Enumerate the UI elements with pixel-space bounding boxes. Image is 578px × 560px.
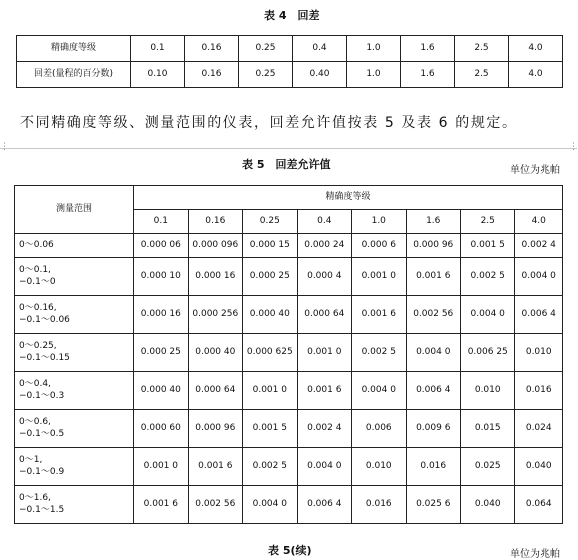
table5-value-cell: 0.000 24 (297, 234, 351, 258)
table5-range-line: 0～0.25, (19, 341, 57, 352)
table5-value-cell: 0.000 06 (134, 234, 188, 258)
table5-row (15, 486, 563, 524)
table5-row (15, 234, 563, 258)
table5-value-cell: 0.001 6 (352, 296, 406, 334)
page-break-line (0, 148, 577, 149)
table5-header-group: 精确度等级 (134, 186, 563, 210)
table5-value-cell: 0.001 0 (243, 372, 297, 410)
table5-range-cell (15, 334, 134, 372)
table5-class-header: 0.4 (297, 210, 351, 234)
table5-range-line: 0～0.6, (19, 417, 51, 428)
table5-range-line: −0.1～0.06 (19, 314, 70, 325)
table4-caption: 表 4 回差 (264, 9, 320, 22)
table5-range-line: −0.1～0.9 (19, 466, 65, 477)
table4-row-label: 回差(量程的百分数) (17, 62, 131, 88)
table5-value-cell: 0.004 0 (515, 258, 563, 296)
table5-value-cell: 0.000 64 (297, 296, 351, 334)
table5-row (15, 296, 563, 334)
table5-cont-caption: 表 5(续) (268, 544, 312, 557)
table5-value-cell: 0.010 (460, 372, 514, 410)
table5-value-cell: 0.001 0 (134, 448, 188, 486)
table5-value-cell: 0.001 0 (297, 334, 351, 372)
table4-cell: 0.10 (131, 62, 185, 88)
table5-value-cell: 0.001 6 (406, 258, 460, 296)
table5-range-line: −0.1～0 (19, 276, 56, 287)
table5-value-cell: 0.004 0 (406, 334, 460, 372)
table5-value-cell: 0.002 56 (188, 486, 242, 524)
table5-value-cell: 0.064 (515, 486, 563, 524)
table5-value-cell: 0.001 5 (460, 234, 514, 258)
table5-value-cell: 0.001 6 (134, 486, 188, 524)
table5-range-cell (15, 234, 134, 258)
table5-value-cell: 0.009 6 (406, 410, 460, 448)
table5-value-cell: 0.002 4 (515, 234, 563, 258)
table5-value-cell: 0.000 40 (134, 372, 188, 410)
table4-row (17, 36, 563, 62)
table5-value-cell: 0.010 (352, 448, 406, 486)
table5-value-cell: 0.000 64 (188, 372, 242, 410)
table5-value-cell: 0.000 625 (243, 334, 297, 372)
table5-value-cell: 0.004 0 (352, 372, 406, 410)
table4-cell: 4.0 (509, 62, 563, 88)
table5-value-cell: 0.002 56 (406, 296, 460, 334)
table5-value-cell: 0.000 4 (297, 258, 351, 296)
table5-value-cell: 0.006 25 (460, 334, 514, 372)
table5-row (15, 372, 563, 410)
table5-value-cell: 0.004 0 (460, 296, 514, 334)
table5-class-header: 4.0 (515, 210, 563, 234)
table5-value-cell: 0.016 (515, 372, 563, 410)
table5-range-line: −0.1～0.3 (19, 390, 65, 401)
table5-header-range: 测量范围 (15, 186, 134, 234)
page-break-left-marker: ⋮ (0, 142, 9, 152)
table4 (16, 35, 563, 88)
body-sentence: 不同精确度等级、测量范围的仪表，回差允许值按表 5 及表 6 的规定。 (20, 115, 518, 131)
table5-unit: 单位为兆帕 (510, 165, 560, 176)
table5-value-cell: 0.040 (515, 448, 563, 486)
table5-class-header: 0.16 (188, 210, 242, 234)
table5-range-line: −0.1～1.5 (19, 504, 65, 515)
table5-value-cell: 0.000 40 (243, 296, 297, 334)
table5-value-cell: 0.000 25 (134, 334, 188, 372)
table5-value-cell: 0.000 15 (243, 234, 297, 258)
table5-value-cell: 0.001 6 (297, 372, 351, 410)
table5-value-cell: 0.006 4 (406, 372, 460, 410)
table5-value-cell: 0.002 4 (297, 410, 351, 448)
table4-cell: 0.16 (185, 36, 239, 62)
table5-value-cell: 0.016 (352, 486, 406, 524)
table4-cell: 1.0 (347, 62, 401, 88)
table5-row (15, 334, 563, 372)
table4-cell: 0.16 (185, 62, 239, 88)
table4-cell: 0.40 (293, 62, 347, 88)
table5-cont-unit: 单位为兆帕 (510, 549, 560, 560)
table5-value-cell: 0.006 4 (297, 486, 351, 524)
table5-class-header: 1.0 (352, 210, 406, 234)
table5-range-cell (15, 296, 134, 334)
table5-value-cell: 0.001 0 (352, 258, 406, 296)
table5-range-cell (15, 410, 134, 448)
table5-header-row (15, 186, 563, 210)
table5-range-line: 0～1.6, (19, 493, 51, 504)
table5-caption: 表 5 回差允许值 (242, 158, 331, 171)
table5-value-cell: 0.000 6 (352, 234, 406, 258)
table4-cell: 0.1 (131, 36, 185, 62)
table5-value-cell: 0.000 40 (188, 334, 242, 372)
table4-cell: 1.6 (401, 62, 455, 88)
table5-range-line: 0～1, (19, 455, 43, 466)
table4-cell: 0.25 (239, 62, 293, 88)
table5-value-cell: 0.000 10 (134, 258, 188, 296)
table5-range-cell (15, 258, 134, 296)
table5-row (15, 448, 563, 486)
table5-range-cell (15, 448, 134, 486)
table5-range-cell (15, 486, 134, 524)
table5-value-cell: 0.004 0 (297, 448, 351, 486)
table5-value-cell: 0.002 5 (352, 334, 406, 372)
table5-class-header: 0.1 (134, 210, 188, 234)
table5-value-cell: 0.004 0 (243, 486, 297, 524)
table5-value-cell: 0.001 6 (188, 448, 242, 486)
table4-cell: 0.4 (293, 36, 347, 62)
table4-cell: 2.5 (455, 62, 509, 88)
table5-value-cell: 0.015 (460, 410, 514, 448)
table5-value-cell: 0.024 (515, 410, 563, 448)
table5-value-cell: 0.025 6 (406, 486, 460, 524)
table5-value-cell: 0.006 (352, 410, 406, 448)
table4-cell: 1.0 (347, 36, 401, 62)
table5-class-header: 0.25 (243, 210, 297, 234)
table5-value-cell: 0.000 096 (188, 234, 242, 258)
table5-range-line: 0～0.06 (19, 239, 54, 250)
table5-range-line: 0～0.4, (19, 379, 51, 390)
table5-value-cell: 0.000 256 (188, 296, 242, 334)
table4-cell: 2.5 (455, 36, 509, 62)
table5-value-cell: 0.000 60 (134, 410, 188, 448)
table5-range-line: 0～0.1, (19, 265, 51, 276)
table5-value-cell: 0.000 96 (188, 410, 242, 448)
table5-value-cell: 0.002 5 (243, 448, 297, 486)
table5-value-cell: 0.002 5 (460, 258, 514, 296)
table5 (14, 185, 563, 524)
table5-class-header: 1.6 (406, 210, 460, 234)
table5-range-line: −0.1～0.5 (19, 428, 65, 439)
table5-range-cell (15, 372, 134, 410)
table4-row (17, 62, 563, 88)
page-break-right-marker: ⋮ (569, 142, 578, 152)
table5-value-cell: 0.040 (460, 486, 514, 524)
table5-value-cell: 0.000 16 (134, 296, 188, 334)
table5-value-cell: 0.010 (515, 334, 563, 372)
table4-cell: 0.25 (239, 36, 293, 62)
table5-row (15, 410, 563, 448)
table5-range-line: 0～0.16, (19, 303, 57, 314)
table5-range-line: −0.1～0.15 (19, 352, 70, 363)
table4-row-label: 精确度等级 (17, 36, 131, 62)
table5-value-cell: 0.001 5 (243, 410, 297, 448)
table5-value-cell: 0.025 (460, 448, 514, 486)
table5-value-cell: 0.016 (406, 448, 460, 486)
table5-value-cell: 0.000 16 (188, 258, 242, 296)
table5-class-header: 2.5 (460, 210, 514, 234)
table4-cell: 4.0 (509, 36, 563, 62)
table5-value-cell: 0.000 96 (406, 234, 460, 258)
table5-value-cell: 0.006 4 (515, 296, 563, 334)
table5-row (15, 258, 563, 296)
table4-cell: 1.6 (401, 36, 455, 62)
table5-value-cell: 0.000 25 (243, 258, 297, 296)
